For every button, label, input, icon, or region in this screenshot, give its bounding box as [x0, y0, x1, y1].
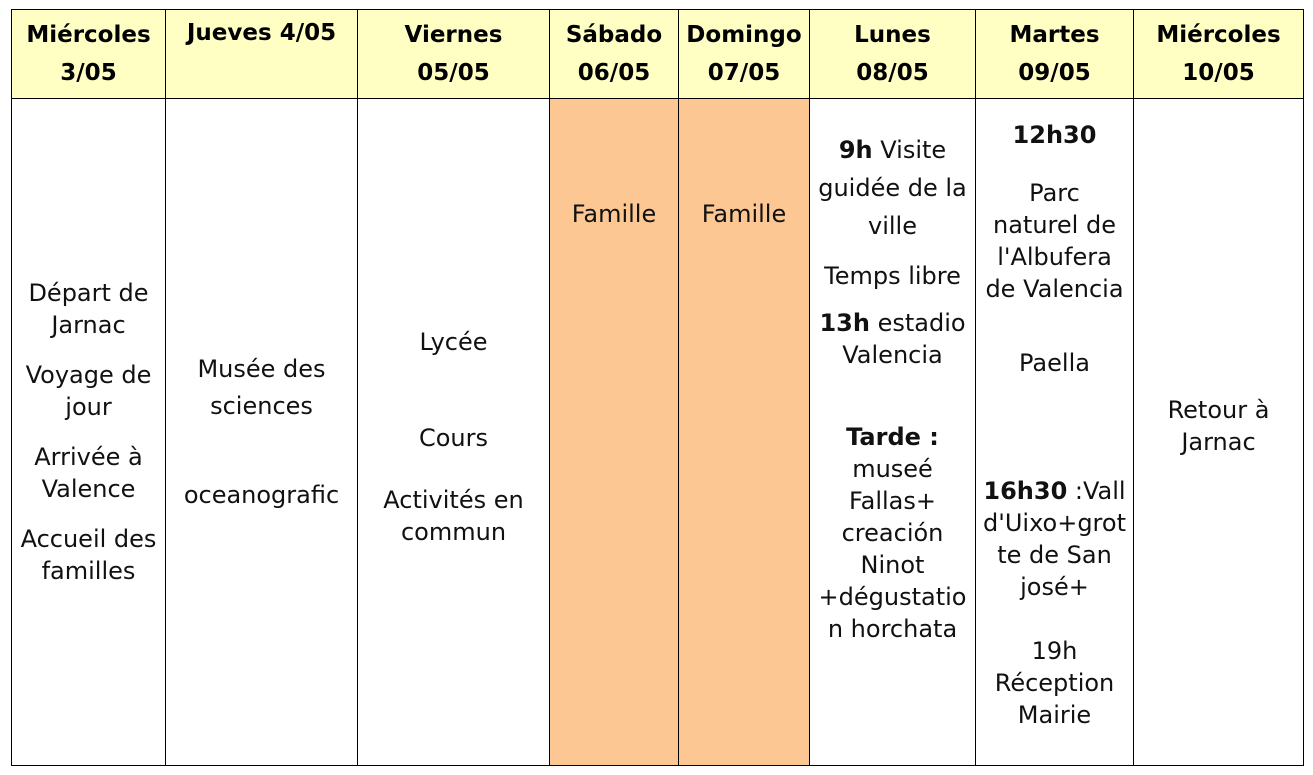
text-line: 19h	[1031, 637, 1078, 665]
activity-reception	[978, 635, 1131, 731]
header-day: Domingo	[686, 22, 802, 48]
time-label: 13h	[819, 309, 870, 337]
header-row	[12, 10, 1304, 99]
activity-lycee: Lycée	[419, 328, 488, 356]
text-line: te de San	[997, 541, 1112, 569]
header-saturday-6	[550, 10, 679, 99]
text-line: naturel de	[993, 211, 1116, 239]
header-day: Miércoles	[26, 22, 151, 48]
header-monday-8	[810, 10, 976, 99]
activity-oceanografic: oceanografic	[183, 480, 340, 509]
text-line: commun	[400, 518, 507, 546]
text-fragment: estadio	[869, 309, 966, 337]
text-line: creación	[841, 519, 944, 547]
cell-saturday-6	[550, 99, 679, 766]
text-line: Réception	[994, 669, 1115, 697]
header-date: 05/05	[417, 60, 490, 86]
text-line: de Valencia	[985, 275, 1124, 303]
activity-science-museum	[168, 351, 355, 425]
activity-family: Famille	[571, 200, 657, 228]
text-line: n horchata	[827, 615, 958, 643]
text-line: d'Uixo+grot	[983, 509, 1126, 537]
schedule-header	[12, 10, 1304, 99]
time-label: 9h	[838, 136, 873, 164]
activity-guided-visit	[812, 131, 973, 245]
schedule-table	[11, 9, 1304, 766]
header-day: Jueves 4/05	[186, 20, 337, 46]
activity-travel	[14, 359, 163, 423]
text-line: Ninot	[860, 551, 925, 579]
activity-return	[1136, 394, 1301, 458]
text-line: Valence	[41, 475, 136, 503]
header-wednesday-10	[1134, 10, 1304, 99]
header-day: Martes	[1009, 22, 1100, 48]
header-tuesday-9	[976, 10, 1134, 99]
header-friday-5	[358, 10, 550, 99]
text-line: familles	[41, 557, 136, 585]
cell-friday-5	[358, 99, 550, 766]
text-line: museé	[852, 455, 933, 483]
activity-afternoon	[812, 421, 973, 645]
header-day: Sábado	[565, 22, 663, 48]
text-line	[812, 307, 973, 339]
text-line: Voyage de	[25, 361, 152, 389]
header-date: 08/05	[856, 60, 929, 86]
text-line: Retour à	[1167, 396, 1270, 424]
cell-monday-8	[810, 99, 976, 766]
activity-welcome	[14, 523, 163, 587]
activity-arrival	[14, 441, 163, 505]
header-date: 06/05	[577, 60, 651, 86]
header-date: 07/05	[707, 60, 781, 86]
activity-vall-uixo	[978, 475, 1131, 603]
cell-wednesday-10	[1134, 99, 1304, 766]
schedule-body	[12, 99, 1304, 766]
afternoon-label: Tarde :	[846, 423, 939, 451]
activity-family: Famille	[701, 200, 787, 228]
text-line	[978, 475, 1131, 507]
header-day: Viernes	[404, 22, 503, 48]
activity-albufera-park	[978, 177, 1131, 305]
text-line: Arrivée à	[34, 443, 143, 471]
header-day: Lunes	[854, 22, 931, 48]
text-line: Parc	[1029, 179, 1080, 207]
text-line: Valencia	[842, 341, 943, 369]
activity-stadium	[812, 307, 973, 371]
text-line: Départ de	[28, 279, 149, 307]
header-day: Miércoles	[1156, 22, 1281, 48]
cell-wednesday-3	[12, 99, 166, 766]
text-line: josé+	[1020, 573, 1089, 601]
time-label: 16h30	[983, 477, 1068, 505]
activity-free-time: Temps libre	[824, 262, 961, 290]
text-line: Activités en	[383, 486, 524, 514]
header-thursday-4	[166, 10, 358, 99]
text-line: Accueil des	[20, 525, 157, 553]
text-line: Mairie	[1017, 701, 1092, 729]
activity-classes: Cours	[418, 424, 489, 452]
header-date: 3/05	[60, 60, 117, 86]
text-line: +dégustatio	[818, 583, 967, 611]
cell-sunday-7	[679, 99, 810, 766]
text-line: Jarnac	[51, 311, 126, 339]
text-line	[812, 131, 973, 169]
header-wednesday-3	[12, 10, 166, 99]
text-line: l'Albufera	[997, 243, 1112, 271]
cell-tuesday-9	[976, 99, 1134, 766]
activity-paella: Paella	[1019, 349, 1090, 377]
activity-common	[360, 484, 547, 548]
time-label: 12h30	[1012, 121, 1097, 149]
text-fragment: :Vall	[1067, 477, 1126, 505]
text-fragment: Visite	[872, 136, 947, 164]
text-line: Musée des	[197, 354, 326, 383]
text-line: sciences	[210, 391, 313, 420]
activity-departure	[14, 277, 163, 341]
header-date: 10/05	[1182, 60, 1255, 86]
header-sunday-7	[679, 10, 810, 99]
activities-row	[12, 99, 1304, 766]
text-line: Fallas+	[849, 487, 936, 515]
text-line: Jarnac	[1181, 428, 1256, 456]
header-date: 09/05	[1018, 60, 1091, 86]
text-line: ville	[868, 212, 917, 240]
text-line: guidée de la	[818, 174, 967, 202]
text-line: jour	[65, 393, 112, 421]
cell-thursday-4	[166, 99, 358, 766]
